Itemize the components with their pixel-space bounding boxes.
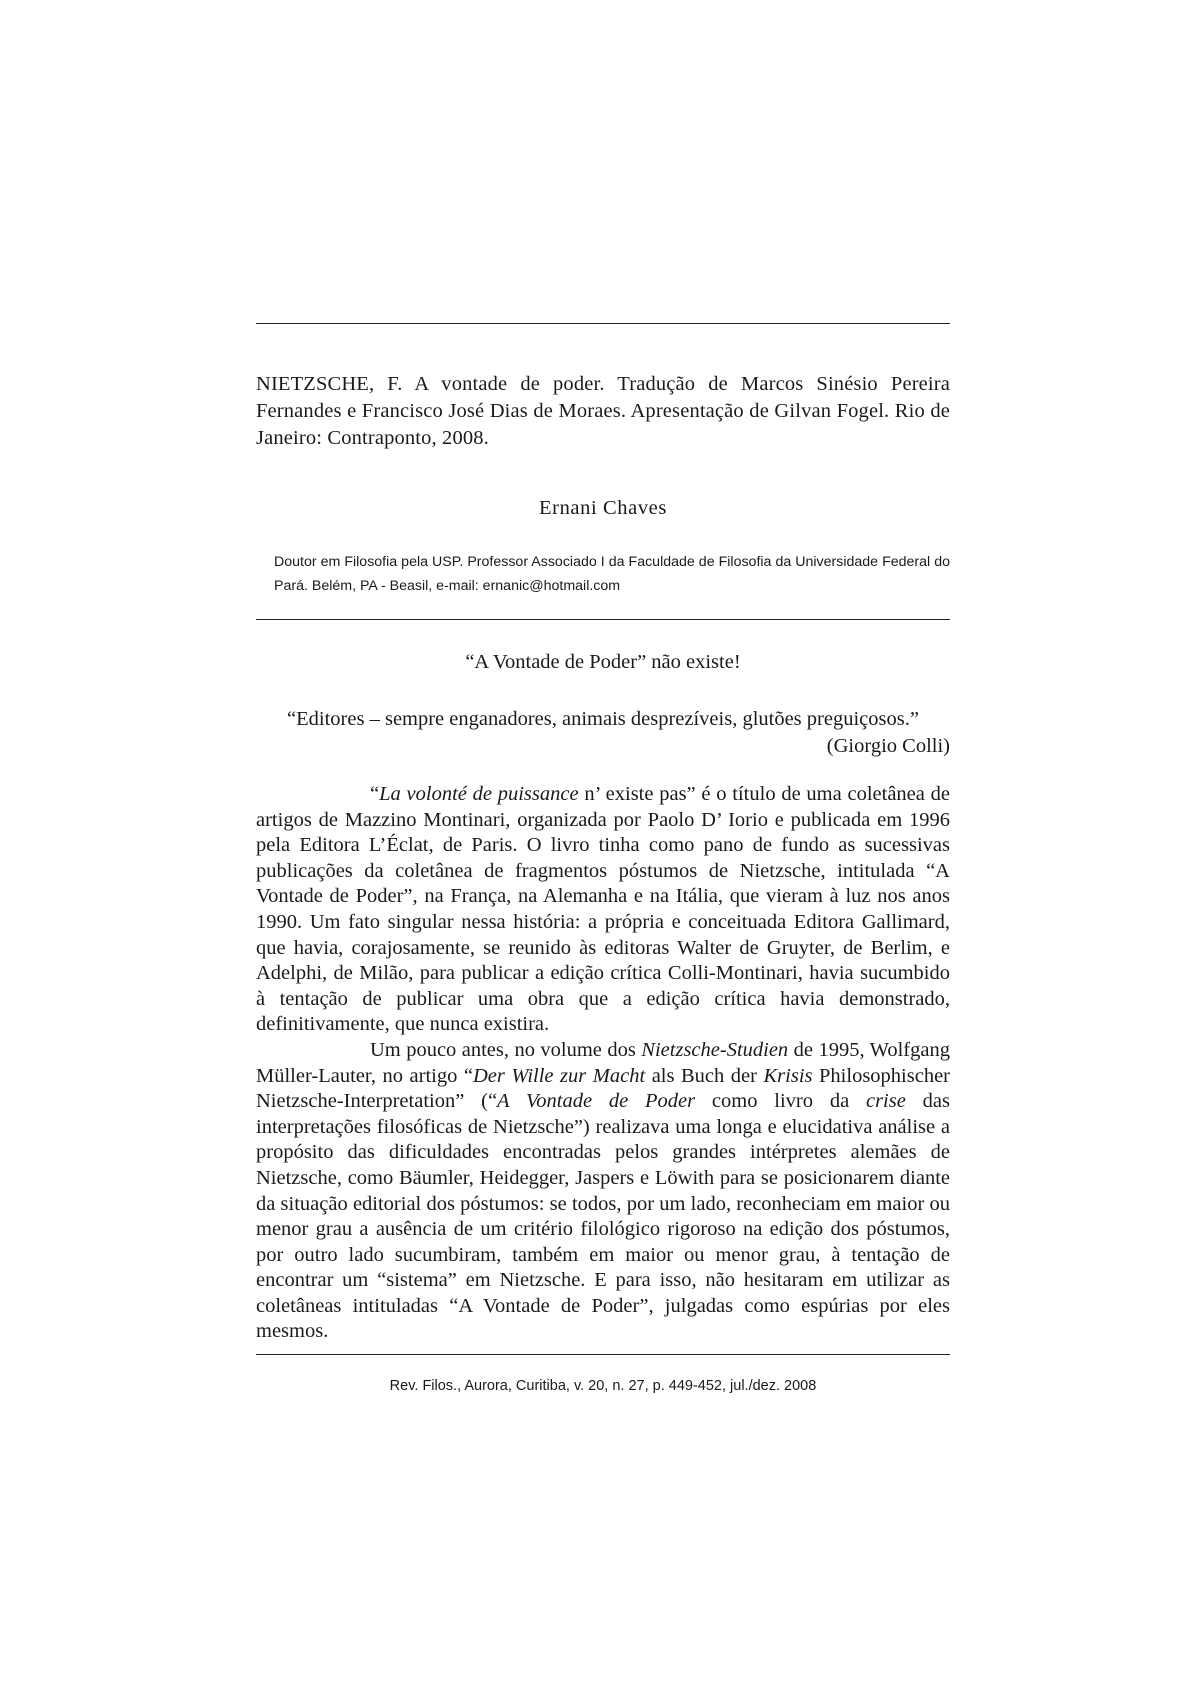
p2-text-6: das interpretações filosóficas de Nietzsche”) realizava uma longa e elucidativa análise a propósito das dificuldades encontradas pelos grandes intérpretes alemães de Nietzsche, como Bäumler, Heidegger, Jaspers e Löwith para se posicionarem diante da situação editorial dos póstumos: se todos, por um lado, reconheciam em maior ou menor grau a ausência de um critério filológico rigoroso na edição dos póstumos, por outro lado sucumbiram, também em maior ou menor grau, à tentação de encontrar um “sistema” em Nietzsche. E para isso, não hesitaram em utilizar as coletâneas intituladas “A Vontade de Poder”, julgadas como espúrias por eles mesmos.: [256, 1090, 950, 1343]
book-citation: NIETZSCHE, F. A vontade de poder. Tradução de Marcos Sinésio Pereira Fernandes e Francisco José Dias de Moraes. Apresentação de Gilvan Fogel. Rio de Janeiro: Contraponto, 2008.: [256, 373, 950, 449]
article-body: [256, 782, 950, 1345]
header-rule: [256, 619, 950, 620]
p2-italic-3: Krisis: [763, 1064, 813, 1087]
author-name: Ernani Chaves: [539, 497, 667, 519]
section-title: “A Vontade de Poder” não existe!: [465, 651, 741, 673]
p2-italic-1: Nietzsche-Studien: [641, 1038, 789, 1061]
p1-italic-title: La volonté de puissance: [379, 783, 579, 805]
p2-text-4: Philosophischer Nietzsche-Interpretation” (“: [256, 1064, 950, 1113]
paragraph-2: [256, 1038, 950, 1345]
paragraph-1: [256, 782, 950, 1038]
p2-italic-5: crise: [865, 1090, 906, 1113]
journal-footer: Rev. Filos., Aurora, Curitiba, v. 20, n. 27, p. 449-452, jul./dez. 2008: [389, 1378, 817, 1394]
epigraph-source: (Giorgio Colli): [826, 735, 950, 757]
p2-text-3: als Buch der: [645, 1064, 764, 1087]
p2-italic-2: Der Wille zur Macht: [473, 1064, 646, 1087]
p1-text: n’ existe pas” é o título de uma coletânea de artigos de Mazzino Montinari, organizada por Paolo D’ Iorio e publicada em 1996 pela Editora L’Éclat, de Paris. O livro tinha como pano de fundo as sucessivas publicações da coletânea de fragmentos póstumos de Nietzsche, intitulada “A Vontade de Poder”, na França, na Alemanha e na Itália, que vieram à luz nos anos 1990. Um fato singular nessa história: a própria e conceituada Editora Gallimard, que havia, corajosamente, se reunido às editoras Walter de Gruyter, de Berlim, e Adelphi, de Milão, para publicar a edição crítica Colli-Montinari, havia sucumbido à tentação de publicar uma obra que a edição crítica havia demonstrado, definitivamente, que nunca existira.: [256, 783, 950, 1036]
p2-text-2: de 1995, Wolfgang Müller-Lauter, no artigo “: [256, 1038, 950, 1087]
top-rule: [256, 323, 950, 324]
footer-rule: [256, 1354, 950, 1355]
epigraph-quote: “Editores – sempre enganadores, animais desprezíveis, glutões preguiçosos.”: [287, 708, 919, 730]
p1-open-quote: “: [370, 783, 380, 805]
document-page: [256, 0, 950, 1698]
epigraph: [256, 706, 950, 760]
author-affiliation: Doutor em Filosofia pela USP. Professor Associado I da Faculdade de Filosofia da Universidade Federal do Pará. Belém, PA - Beasil, e-mail: ernanic@hotmail.com: [274, 554, 950, 594]
p2-text-1: Um pouco antes, no volume dos: [370, 1038, 642, 1061]
p2-italic-4: A Vontade de Poder: [497, 1090, 696, 1113]
p2-text-5: como livro da: [695, 1090, 866, 1113]
